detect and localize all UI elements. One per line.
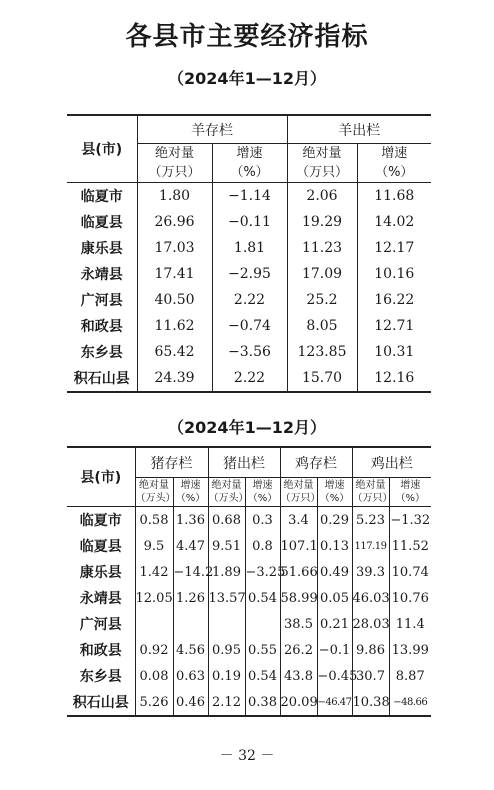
sheep-table	[67, 114, 431, 393]
table-cell: −3.25	[245, 559, 280, 585]
table-cell: 0.58	[135, 507, 173, 534]
table-cell: 12.16	[357, 365, 431, 392]
table-row	[67, 533, 431, 559]
table-cell: 58.99	[280, 585, 317, 611]
table-cell: 9.86	[352, 637, 389, 663]
abs-header: 绝对量 （万只）	[280, 478, 317, 507]
rate-header: 增速 （%）	[245, 478, 280, 507]
table-cell: 0.29	[317, 507, 352, 534]
table-cell: 17.03	[137, 235, 212, 261]
table-cell: 2.06	[287, 183, 357, 210]
table-cell: 4.56	[173, 637, 208, 663]
table-cell: 1.89	[208, 559, 245, 585]
table-row	[67, 663, 431, 689]
table-cell: 15.70	[287, 365, 357, 392]
table-cell: 43.8	[280, 663, 317, 689]
table-cell: −0.74	[212, 313, 287, 339]
table-cell: 0.19	[208, 663, 245, 689]
sheep-stock-header: 羊存栏	[137, 115, 287, 144]
table-cell: 20.09	[280, 689, 317, 716]
table-row	[67, 689, 431, 716]
table-row	[67, 209, 431, 235]
table-cell: 16.22	[357, 287, 431, 313]
table-cell: 0.8	[245, 533, 280, 559]
table-cell: 0.3	[245, 507, 280, 534]
table-cell: 25.2	[287, 287, 357, 313]
table-cell: 13.99	[389, 637, 431, 663]
table-cell: 30.7	[352, 663, 389, 689]
rate-header: 增速 （%）	[212, 144, 287, 183]
table-cell: 3.4	[280, 507, 317, 534]
rate-header: 增速 （%）	[357, 144, 431, 183]
table-cell: 46.03	[352, 585, 389, 611]
rate-header: 增速 （%）	[389, 478, 431, 507]
table-cell: 11.62	[137, 313, 212, 339]
chicken-stock-header: 鸡存栏	[280, 447, 352, 478]
table-cell: 1.26	[173, 585, 208, 611]
county-name: 和政县	[79, 643, 122, 659]
table-cell	[245, 611, 280, 637]
table2-period: （2024年1—12月）	[168, 418, 326, 437]
table-cell: −2.95	[212, 261, 287, 287]
county-name: 永靖县	[79, 591, 122, 607]
table-row	[67, 559, 431, 585]
table-cell: 11.68	[357, 183, 431, 210]
table-row	[67, 339, 431, 365]
table-cell: 0.13	[317, 533, 352, 559]
county-header: 县(市)	[67, 447, 135, 507]
county-name: 临夏县	[79, 539, 122, 555]
chicken-out-header: 鸡出栏	[352, 447, 431, 478]
table-cell: −14.2	[173, 559, 208, 585]
table-cell: 0.46	[173, 689, 208, 716]
page-number: － 32 －	[219, 748, 275, 764]
abs-header: 绝对量 （万头）	[208, 478, 245, 507]
table-cell: 10.31	[357, 339, 431, 365]
table-cell: 0.05	[317, 585, 352, 611]
table-cell: 11.52	[389, 533, 431, 559]
table-cell: 12.71	[357, 313, 431, 339]
table-cell: 1.36	[173, 507, 208, 534]
table-cell: 9.5	[135, 533, 173, 559]
table-cell: −3.56	[212, 339, 287, 365]
county-name: 临夏县	[80, 215, 123, 231]
table-cell: 1.81	[212, 235, 287, 261]
table-cell: 10.38	[352, 689, 389, 716]
table-row	[67, 235, 431, 261]
pig-out-header: 猪出栏	[208, 447, 280, 478]
table-row	[67, 313, 431, 339]
county-name: 东乡县	[80, 345, 123, 361]
county-name: 广河县	[79, 617, 122, 633]
table-cell: 5.26	[135, 689, 173, 716]
table-row	[67, 637, 431, 663]
table-cell	[208, 611, 245, 637]
table-cell: 0.68	[208, 507, 245, 534]
table-cell: 0.95	[208, 637, 245, 663]
pig-stock-header: 猪存栏	[135, 447, 208, 478]
table-cell: 0.08	[135, 663, 173, 689]
table-cell: 0.92	[135, 637, 173, 663]
table-cell: 0.63	[173, 663, 208, 689]
table-cell: 24.39	[137, 365, 212, 392]
table-cell: 1.80	[137, 183, 212, 210]
table-row	[67, 183, 431, 210]
table-cell	[135, 611, 173, 637]
table-cell: 38.5	[280, 611, 317, 637]
county-name: 临夏市	[79, 513, 122, 529]
table-cell: 2.22	[212, 365, 287, 392]
table-cell: 10.16	[357, 261, 431, 287]
table-cell: −0.11	[212, 209, 287, 235]
table-cell: 10.74	[389, 559, 431, 585]
table-cell: 117.19	[352, 533, 389, 559]
county-name: 康乐县	[79, 565, 122, 581]
table-cell: 11.4	[389, 611, 431, 637]
county-name: 和政县	[80, 319, 123, 335]
table-row	[67, 261, 431, 287]
table-cell: 8.87	[389, 663, 431, 689]
table-cell: 0.49	[317, 559, 352, 585]
abs-header: 绝对量 （万头）	[135, 478, 173, 507]
table-row	[67, 287, 431, 313]
table-cell: 0.21	[317, 611, 352, 637]
table-cell: 8.05	[287, 313, 357, 339]
table-cell: 17.09	[287, 261, 357, 287]
table-cell: 0.55	[245, 637, 280, 663]
table-cell: 5.23	[352, 507, 389, 534]
abs-header: 绝对量 （万只）	[352, 478, 389, 507]
table-cell	[173, 611, 208, 637]
table-cell: 10.76	[389, 585, 431, 611]
table-cell: −1.32	[389, 507, 431, 534]
county-name: 临夏市	[80, 189, 123, 205]
table-cell: 4.47	[173, 533, 208, 559]
table-cell: −1.14	[212, 183, 287, 210]
table-cell: 40.50	[137, 287, 212, 313]
abs-header: 绝对量 （万只）	[287, 144, 357, 183]
table-cell: 2.22	[212, 287, 287, 313]
table-cell: 107.1	[280, 533, 317, 559]
table-cell: −48.66	[389, 689, 431, 716]
table-cell: −46.47	[317, 689, 352, 716]
table-cell: 19.29	[287, 209, 357, 235]
table-cell: 28.03	[352, 611, 389, 637]
county-name: 永靖县	[80, 267, 123, 283]
table-cell: 2.12	[208, 689, 245, 716]
table-row	[67, 611, 431, 637]
table-cell: 17.41	[137, 261, 212, 287]
table-row	[67, 507, 431, 534]
abs-header: 绝对量 （万只）	[137, 144, 212, 183]
table-row	[67, 585, 431, 611]
county-name: 积石山县	[73, 371, 130, 387]
page-title: 各县市主要经济指标	[125, 22, 369, 52]
table-cell: 12.17	[357, 235, 431, 261]
table-cell: 123.85	[287, 339, 357, 365]
table-cell: 39.3	[352, 559, 389, 585]
table-cell: −0.45	[317, 663, 352, 689]
rate-header: 增速 （%）	[173, 478, 208, 507]
table-cell: 1.42	[135, 559, 173, 585]
table-cell: 14.02	[357, 209, 431, 235]
table-cell: 11.23	[287, 235, 357, 261]
table-cell: −0.1	[317, 637, 352, 663]
county-name: 积石山县	[72, 695, 129, 711]
table-cell: 13.57	[208, 585, 245, 611]
county-name: 广河县	[80, 293, 123, 309]
table-cell: 51.66	[280, 559, 317, 585]
livestock-table	[67, 446, 431, 717]
county-name: 康乐县	[80, 241, 123, 257]
table-cell: 65.42	[137, 339, 212, 365]
table-cell: 0.54	[245, 663, 280, 689]
table-cell: 0.38	[245, 689, 280, 716]
table1-period: （2024年1—12月）	[168, 69, 326, 88]
rate-header: 增速 （%）	[317, 478, 352, 507]
table-cell: 12.05	[135, 585, 173, 611]
county-name: 东乡县	[79, 669, 122, 685]
table-row	[67, 365, 431, 392]
sheep-out-header: 羊出栏	[287, 115, 431, 144]
table-cell: 0.54	[245, 585, 280, 611]
county-header: 县(市)	[67, 115, 137, 183]
table-cell: 26.2	[280, 637, 317, 663]
table-cell: 9.51	[208, 533, 245, 559]
table-cell: 26.96	[137, 209, 212, 235]
